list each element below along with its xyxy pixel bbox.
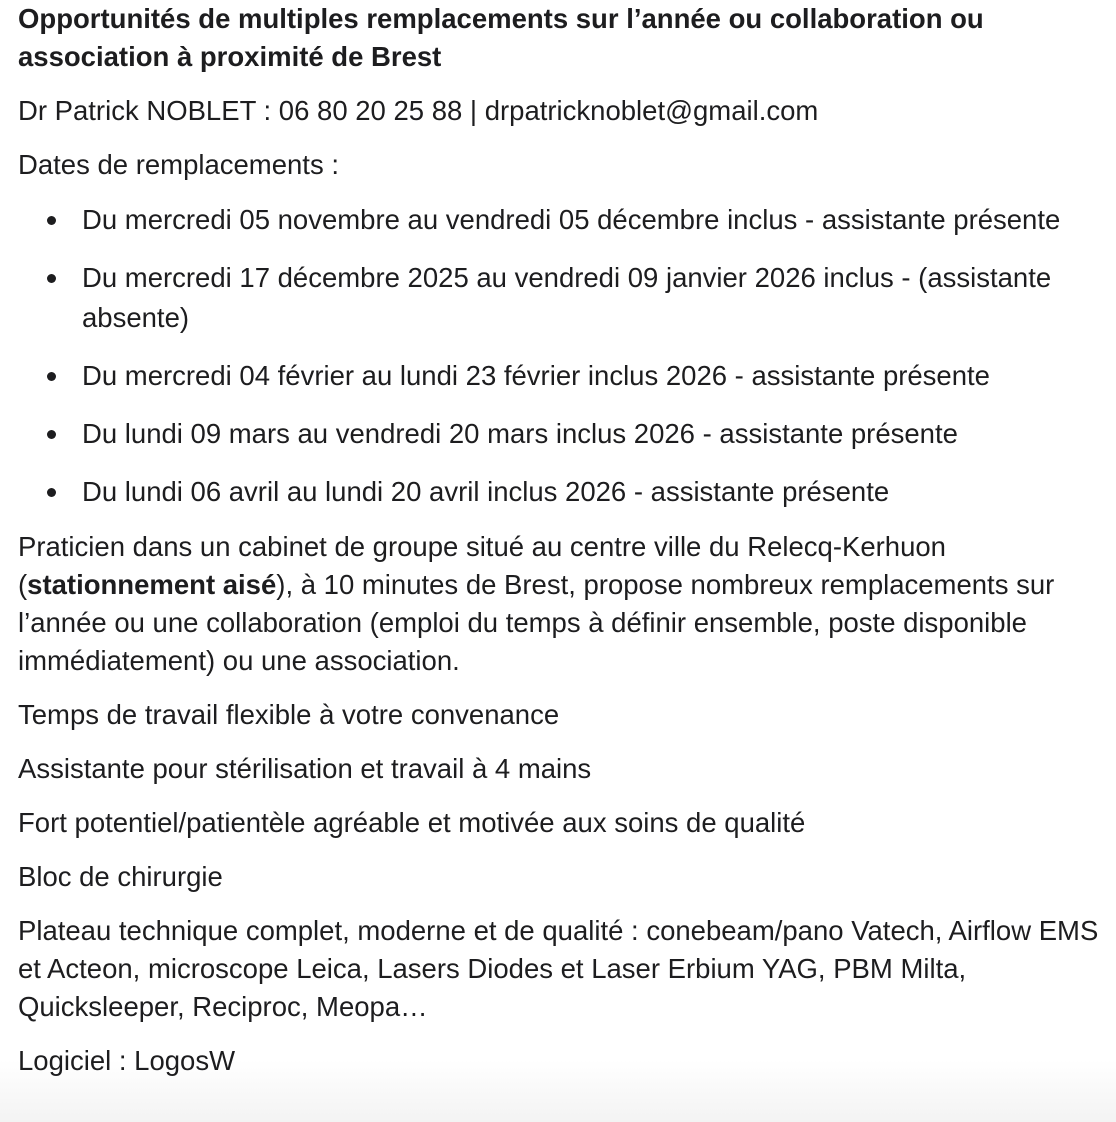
feature-potential: Fort potentiel/patientèle agréable et motivée aux soins de qualité bbox=[18, 807, 806, 838]
contact-line: Dr Patrick NOBLET : 06 80 20 25 88 | drpatricknoblet@gmail.com bbox=[18, 95, 819, 126]
description-emphasis: stationnement aisé bbox=[27, 569, 277, 600]
description-paragraph bbox=[18, 528, 1116, 680]
feature-assistant: Assistante pour stérilisation et travail à 4 mains bbox=[18, 753, 592, 784]
description-text: Praticien dans un cabinet de groupe situé au centre ville du Relecq-Kerhuon ( bbox=[18, 531, 946, 600]
bullet-icon bbox=[47, 216, 56, 225]
list-item bbox=[82, 414, 1116, 454]
date-text: Du mercredi 17 décembre 2025 au vendredi 09 janvier 2026 inclus - (assistante absente) bbox=[82, 262, 1052, 333]
dates-list bbox=[18, 200, 1116, 512]
feature-equipment: Plateau technique complet, moderne et de qualité : conebeam/pano Vatech, Airflow EMS et Acteon, microscope Leica, Lasers Diodes et Laser Erbium YAG, PBM Milta, Quicksleeper, Reciproc, Meopa… bbox=[18, 915, 1099, 1022]
bullet-icon bbox=[47, 274, 56, 283]
date-text: Du lundi 06 avril au lundi 20 avril inclus 2026 - assistante présente bbox=[82, 476, 890, 507]
bullet-icon bbox=[47, 372, 56, 381]
list-item bbox=[82, 200, 1116, 240]
bullet-icon bbox=[47, 430, 56, 439]
list-item bbox=[82, 472, 1116, 512]
feature-surgery-block: Bloc de chirurgie bbox=[18, 861, 223, 892]
date-text: Du mercredi 04 février au lundi 23 février inclus 2026 - assistante présente bbox=[82, 360, 990, 391]
job-posting bbox=[18, 0, 1116, 1080]
list-item bbox=[82, 356, 1116, 396]
dates-heading: Dates de remplacements : bbox=[18, 149, 339, 180]
date-text: Du lundi 09 mars au vendredi 20 mars inclus 2026 - assistante présente bbox=[82, 418, 958, 449]
feature-flexible-hours: Temps de travail flexible à votre convenance bbox=[18, 699, 560, 730]
date-text: Du mercredi 05 novembre au vendredi 05 décembre inclus - assistante présente bbox=[82, 204, 1061, 235]
list-item bbox=[82, 258, 1116, 338]
feature-software: Logiciel : LogosW bbox=[18, 1045, 236, 1076]
description-text: ), à 10 minutes de Brest, propose nombreux remplacements sur l’année ou une collaboration (emploi du temps à définir ensemble, poste disponible immédiatement) ou une association. bbox=[18, 569, 1055, 676]
posting-title: Opportunités de multiples remplacements sur l’année ou collaboration ou association à proximité de Brest bbox=[18, 3, 984, 72]
bullet-icon bbox=[47, 488, 56, 497]
